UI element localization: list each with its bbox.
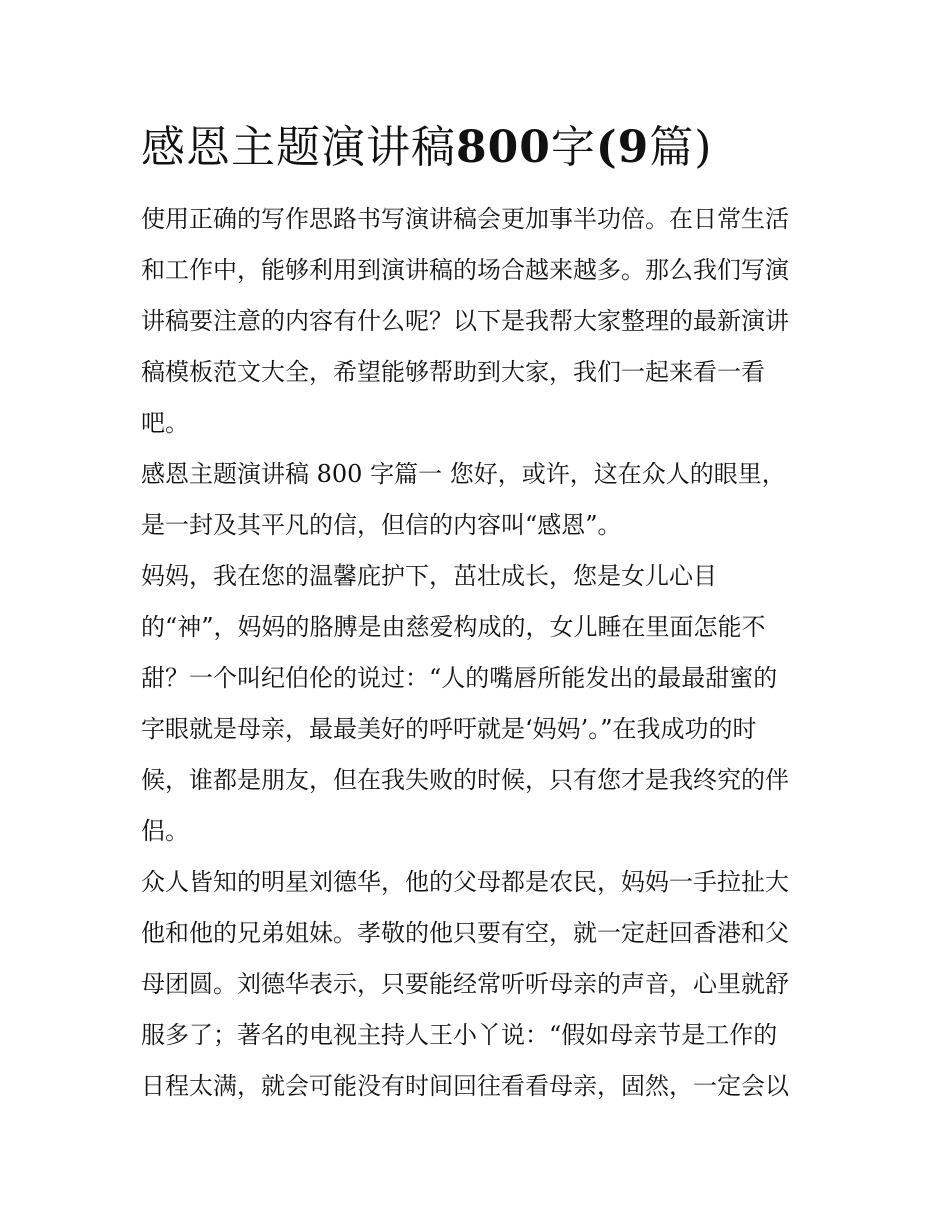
document-body: [141, 194, 813, 1112]
text-line: 讲稿要注意的内容有什么呢？以下是我帮大家整理的最新演讲: [141, 307, 789, 335]
text-line: 服多了；著名的电视主持人王小丫说：“假如母亲节是工作的: [141, 1021, 778, 1049]
text-line: 侣。: [141, 817, 189, 845]
text-line: 稿模板范文大全，希望能够帮助到大家，我们一起来看一看: [141, 358, 765, 386]
text-line: 甜？一个叫纪伯伦的说过：“人的嘴唇所能发出的最最甜蜜的: [141, 664, 778, 692]
text-line: 母团圆。刘德华表示，只要能经常听听母亲的声音，心里就舒: [141, 970, 789, 998]
document-content: [141, 118, 813, 1112]
text-line: 的“神”，妈妈的胳膊是由慈爱构成的，女儿睡在里面怎能不: [141, 613, 766, 641]
text-line: 字眼就是母亲，最最美好的呼吁就是‘妈妈’。”在我成功的时: [141, 715, 757, 743]
document-title: [141, 118, 813, 178]
text-line: 妈妈，我在您的温馨庇护下，茁壮成长，您是女儿心目: [141, 562, 717, 590]
title-mid: 字: [550, 122, 596, 173]
text-line: 众人皆知的明星刘德华，他的父母都是农民，妈妈一手拉扯大: [141, 868, 789, 896]
text-line: 和工作中，能够利用到演讲稿的场合越来越多。那么我们写演: [141, 256, 789, 284]
text-line: 候，谁都是朋友，但在我失败的时候，只有您才是我终究的伴: [141, 766, 789, 794]
text-line: 感恩主题演讲稿 800 字篇一 您好，或许，这在众人的眼里，: [141, 460, 786, 488]
text-line: 是一封及其平凡的信，但信的内容叫“感恩”。: [141, 511, 622, 539]
title-number: 800: [456, 122, 551, 173]
title-prefix: 感恩主题演讲稿: [141, 122, 456, 173]
text-line: 使用正确的写作思路书写演讲稿会更加事半功倍。在日常生活: [141, 205, 789, 233]
title-paren: (9: [595, 122, 650, 173]
text-line: 日程太满，就会可能没有时间回往看看母亲，固然，一定会以: [141, 1072, 789, 1100]
title-suffix: 篇): [649, 122, 713, 173]
text-line: 吧。: [141, 409, 189, 437]
text-line: 他和他的兄弟姐妹。孝敬的他只要有空，就一定赶回香港和父: [141, 919, 789, 947]
